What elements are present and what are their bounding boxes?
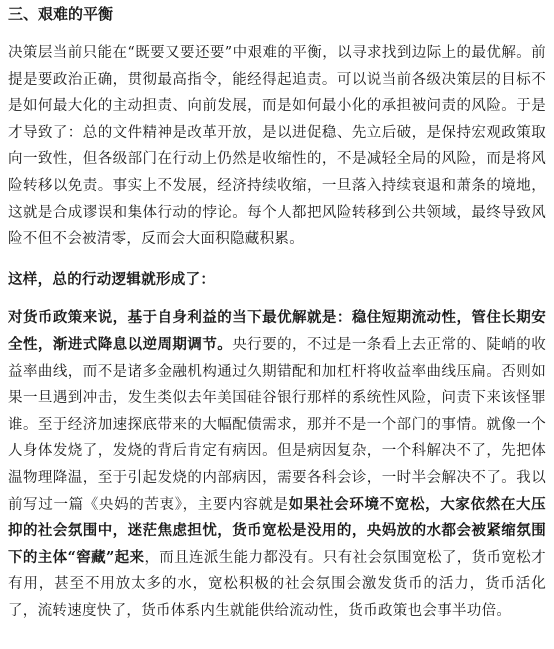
monetary-policy-key-point: 对货币政策来说，基于自身利益的当下最优解就是：稳住短期流动性，管住长期安全性，渐进式降息以逆周期调节。 — [8, 309, 546, 353]
paragraph-logic-intro: 这样，总的行动逻辑就形成了： — [8, 270, 216, 288]
social-climate-key-point: 如果社会环境不宽松，大家依然在大压抑的社会氛围中，迷茫焦虑担忧，货币宽松是没用的，央妈放的水都会被紧缩氛围下的主体“窖藏”起来 — [8, 495, 546, 566]
paragraph-balance: 决策层当前只能在“既要又要还要”中艰难的平衡，以寻求找到边际上的最优解。前提是要政治正确，贯彻最高指令，能经得起追责。可以说当前各级决策层的目标不是如何最大化的主动担责、向前发展，而是如何最小化的承担被问责的风险。于是才导致了：总的文件精神是改革开放，是以进促稳、先立后破，是保持宏观政策取向一致性，但各级部门在行动上仍然是收缩性的，不是减轻全局的风险，而是将风险转移以免责。事实上不发展，经济持续收缩，一旦落入持续衰退和萧条的境地，这就是合成谬误和集体行动的悖论。每个人都把风险转移到公共领域，最终导致风险不但不会被清零，反而会大面积隐藏积累。 — [8, 45, 546, 248]
paragraph-monetary-policy — [8, 305, 546, 624]
monetary-policy-explanation: 央行要的，不过是一条看上去正常的、陡峭的收益率曲线，而不是诸多金融机构通过久期错配和加杠杆将收益率曲线压扁。否则如果一旦遇到冲击，发生类似去年美国硅谷银行那样的系统性风险，问责下来该怪罪谁。至于经济加速探底带来的大幅配债需求，那并不是一个部门的事情。就像一个人身体发烧了，发烧的背后肯定有病因。但是病因复杂，一个科解决不了，先把体温物理降温，至于引起发烧的内部病因，需要各科会诊，一时半会解决不了。我以前写过一篇《央妈的苦衷》，主要内容就是 — [8, 336, 546, 513]
section-heading: 三、艰难的平衡 — [8, 5, 114, 23]
monetary-policy-conclusion: ，而且连派生能力都没有。只有社会氛围宽松了，货币宽松才有用，甚至不用放太多的水，宽松积极的社会氛围会激发货币的活力，货币活化了，流转速度快了，货币体系内生就能供给流动性，货币政策也会事半功倍。 — [8, 549, 546, 619]
